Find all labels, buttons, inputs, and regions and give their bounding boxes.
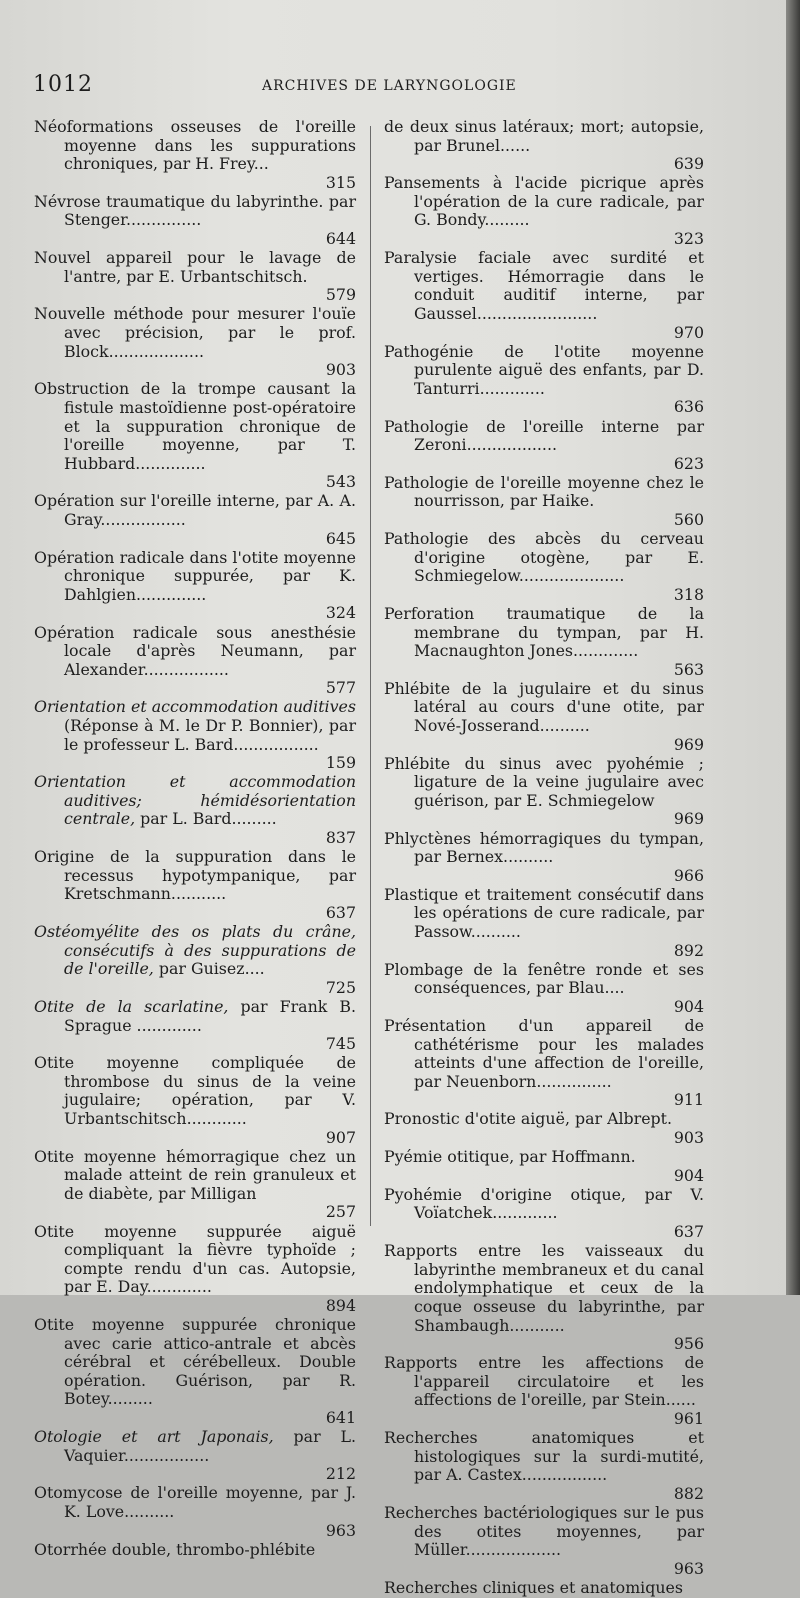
index-entry (34, 492, 356, 548)
page-header (0, 72, 786, 102)
entry-page-number: 577 (325, 678, 356, 698)
entry-page-number: 637 (325, 902, 356, 922)
entry-page-number: 970 (673, 322, 704, 342)
index-entry (384, 1429, 704, 1503)
index-entry (384, 1579, 704, 1598)
index-entry (384, 474, 704, 530)
index-entry (384, 830, 704, 886)
entry-text: Phlyctènes hémorragiques du tympan, par Bernex.......... (384, 828, 704, 867)
entry-page-number: 560 (673, 509, 704, 529)
entry-page-number: 159 (325, 753, 356, 773)
index-entry (384, 1186, 704, 1242)
entry-page-number: 961 (673, 1408, 704, 1428)
entry-page-number: 969 (673, 809, 704, 829)
entry-text: Otite moyenne suppurée aiguë compliquant la fièvre typhoïde ; compte rendu d'un cas. Autopsie, par E. Day............. (34, 1221, 356, 1297)
entry-text: Obstruction de la trompe causant la fistule mastoïdienne post-opératoire et la suppuration chronique de l'oreille moyenne, par T. Hubbard.............. (34, 379, 356, 473)
entry-page-number: 323 (673, 229, 704, 249)
entry-text: par L. Vaquier................. (64, 1427, 357, 1465)
index-entry (34, 923, 356, 997)
entry-text: Nouvel appareil pour le lavage de l'antre, par E. Urbantschitsch. (34, 248, 356, 286)
entry-page-number: 894 (325, 1295, 356, 1315)
entry-text: de deux sinus latéraux; mort; autopsie, par Brunel...... (384, 117, 704, 155)
entry-page-number: 639 (673, 154, 704, 174)
index-entry (34, 1428, 356, 1484)
entry-text: Pyohémie d'origine otique, par V. Voïatchek............. (384, 1184, 704, 1223)
entry-page-number: 904 (673, 996, 704, 1016)
entry-page-number: 882 (673, 1483, 704, 1503)
entry-text: Otomycose de l'oreille moyenne, par J. K. Love.......... (34, 1483, 356, 1521)
entry-page-number: 956 (673, 1334, 704, 1354)
entry-text: Rapports entre les affections de l'appareil circulatoire et les affections de l'oreille, par Stein...... (384, 1353, 704, 1410)
entry-text: Origine de la suppuration dans le recessus hypotympanique, par Kretschmann........... (34, 847, 356, 904)
index-entry (34, 380, 356, 492)
entry-text: Présentation d'un appareil de cathétérisme pour les malades atteints d'une affection de l'oreille, par Neuenborn............... (384, 1016, 704, 1091)
index-entry (34, 1223, 356, 1316)
index-entry (384, 174, 704, 248)
entry-title-italic: Otite de la scarlatine, (34, 996, 229, 1016)
index-entry (34, 1484, 356, 1540)
index-entry (34, 1054, 356, 1147)
entry-page-number: 745 (325, 1034, 356, 1054)
index-entry (384, 1354, 704, 1428)
column-divider (370, 126, 371, 1226)
index-entry (34, 848, 356, 922)
index-entry (34, 118, 356, 192)
entry-title-italic: Orientation et accommodation auditives; hémidésorientation centrale, (34, 772, 356, 829)
index-entry (384, 1148, 704, 1185)
entry-page-number: 725 (325, 977, 356, 997)
entry-page-number: 324 (325, 603, 356, 623)
entry-text: Pyémie otitique, par Hoffmann. (384, 1147, 636, 1167)
entry-page-number: 963 (673, 1558, 704, 1578)
entry-text: Pathologie de l'oreille interne par Zeroni.................. (384, 416, 704, 455)
entry-page-number: 837 (325, 828, 356, 848)
entry-page-number: 644 (325, 229, 356, 249)
entry-text: (Réponse à M. le Dr P. Bonnier), par le professeur L. Bard................. (64, 716, 356, 754)
index-entry (34, 773, 356, 847)
entry-page-number: 563 (673, 659, 704, 679)
entry-title-italic: Otologie et art Japonais, (34, 1427, 274, 1447)
entry-page-number: 892 (673, 940, 704, 960)
entry-page-number: 636 (673, 397, 704, 417)
running-title: ARCHIVES DE LARYNGOLOGIE (262, 78, 517, 94)
entry-page-number: 911 (673, 1090, 704, 1110)
entry-text: Pathologie de l'oreille moyenne chez le nourrisson, par Haike. (384, 472, 704, 511)
page-number: 1012 (33, 72, 93, 97)
entry-page-number: 637 (673, 1222, 704, 1242)
entry-page-number: 904 (673, 1165, 704, 1185)
entry-page-number: 623 (673, 453, 704, 473)
entry-text: Opération radicale dans l'otite moyenne chronique suppurée, par K. Dahlgien.............. (34, 547, 356, 604)
entry-text: Nouvelle méthode pour mesurer l'ouïe avec précision, par le prof. Block................... (34, 304, 356, 361)
entry-page-number: 645 (325, 528, 356, 548)
index-entry (384, 605, 704, 679)
index-entry (384, 118, 704, 174)
entry-text: Perforation traumatique de la membrane du tympan, par H. Macnaughton Jones............. (384, 603, 704, 661)
index-column-left (34, 118, 356, 1560)
entry-text: Otite moyenne hémorragique chez un malade atteint de rein granuleux et de diabète, par Milligan (34, 1146, 356, 1203)
entry-text: Recherches anatomiques et histologiques sur la surdi-mutité, par A. Castex................. (384, 1428, 704, 1485)
entry-text: Opération sur l'oreille interne, par A. A. Gray................. (34, 491, 356, 529)
entry-text: Otite moyenne suppurée chronique avec carie attico-antrale et abcès cérébral et cérébelleux. Double opération. Guérison, par R. Botey......... (34, 1315, 356, 1409)
entry-text: Recherches cliniques et anatomiques (384, 1577, 683, 1597)
index-entry (384, 1242, 704, 1354)
entry-text: Recherches bactériologiques sur le pus des otites moyennes, par Müller................... (384, 1502, 704, 1560)
entry-text: Névrose traumatique du labyrinthe. par Stenger............... (34, 191, 356, 230)
index-entry (34, 698, 356, 772)
entry-text: Otorrhée double, thrombo-phlébite (34, 1539, 316, 1559)
entry-page-number: 641 (325, 1407, 356, 1427)
index-entry (384, 1504, 704, 1578)
page-edge (786, 0, 800, 1295)
entry-page-number: 966 (673, 865, 704, 885)
entry-page-number: 969 (673, 734, 704, 754)
index-entry (34, 1148, 356, 1222)
index-entry (384, 680, 704, 754)
entry-page-number: 318 (673, 584, 704, 604)
index-entry (34, 549, 356, 623)
entry-page-number: 257 (325, 1202, 356, 1222)
entry-page-number: 903 (673, 1128, 704, 1148)
entry-text: par Guisez.... (153, 959, 265, 979)
index-entry (34, 1316, 356, 1428)
index-entry (384, 530, 704, 604)
index-entry (384, 886, 704, 960)
entry-page-number: 543 (325, 472, 356, 492)
entry-text: Néoformations osseuses de l'oreille moyenne dans les suppurations chroniques, par H. Frey... (34, 117, 356, 174)
index-entry (34, 249, 356, 305)
entry-text: Pathologie des abcès du cerveau d'origine otogène, par E. Schmiegelow..................... (384, 529, 704, 586)
entry-page-number: 315 (325, 172, 356, 192)
index-entry (384, 418, 704, 474)
entry-text: Pronostic d'otite aiguë, par Albrept. (384, 1109, 673, 1129)
entry-text: Rapports entre les vaisseaux du labyrinthe membraneux et du canal endolymphatique et ceux de la coque osseuse du labyrinthe, par Shambaugh........... (384, 1241, 704, 1335)
index-entry (384, 249, 704, 342)
entry-title-italic: Ostéomyélite des os plats du crâne, consécutifs à des suppurations de de l'oreille, (34, 922, 356, 979)
entry-text: Paralysie faciale avec surdité et vertiges. Hémorragie dans le conduit auditif interne, par Gaussel........................ (384, 248, 704, 323)
entry-title-italic: Orientation et accommodation auditives (34, 697, 356, 717)
index-entry (34, 998, 356, 1054)
index-entry (34, 193, 356, 249)
index-entry (34, 1541, 356, 1560)
index-entry (34, 624, 356, 698)
index-entry (384, 961, 704, 1017)
index-entry (384, 1110, 704, 1147)
index-entry (384, 343, 704, 417)
entry-text: par L. Bard......... (135, 809, 277, 829)
entry-page-number: 903 (325, 360, 356, 380)
index-column-right (384, 118, 704, 1598)
entry-page-number: 212 (325, 1464, 356, 1484)
index-entry (34, 305, 356, 379)
index-entry (384, 755, 704, 829)
entry-page-number: 907 (325, 1127, 356, 1147)
entry-text: Pansements à l'acide picrique après l'opération de la cure radicale, par G. Bondy......... (384, 173, 704, 230)
entry-text: Pathogénie de l'otite moyenne purulente aiguë des enfants, par D. Tanturri............. (384, 341, 704, 398)
entry-text: par Frank B. Sprague ............. (64, 996, 356, 1035)
entry-text: Phlébite du sinus avec pyohémie ; ligature de la veine jugulaire avec guérison, par E. Schmiegelow (384, 753, 704, 810)
entry-text: Plombage de la fenêtre ronde et ses conséquences, par Blau.... (384, 959, 704, 998)
entry-text: Otite moyenne compliquée de thrombose du sinus de la veine jugulaire; opération, par V. Urbantschitsch............ (34, 1053, 356, 1128)
entry-text: Phlébite de la jugulaire et du sinus latéral au cours d'une otite, par Nové-Josserand.......... (384, 678, 704, 735)
entry-page-number: 963 (325, 1520, 356, 1540)
entry-text: Opération radicale sous anesthésie locale d'après Neumann, par Alexander................. (34, 622, 356, 679)
entry-text: Plastique et traitement consécutif dans les opérations de cure radicale, par Passow.......... (384, 884, 704, 942)
index-entry (384, 1017, 704, 1110)
entry-page-number: 579 (325, 285, 356, 305)
